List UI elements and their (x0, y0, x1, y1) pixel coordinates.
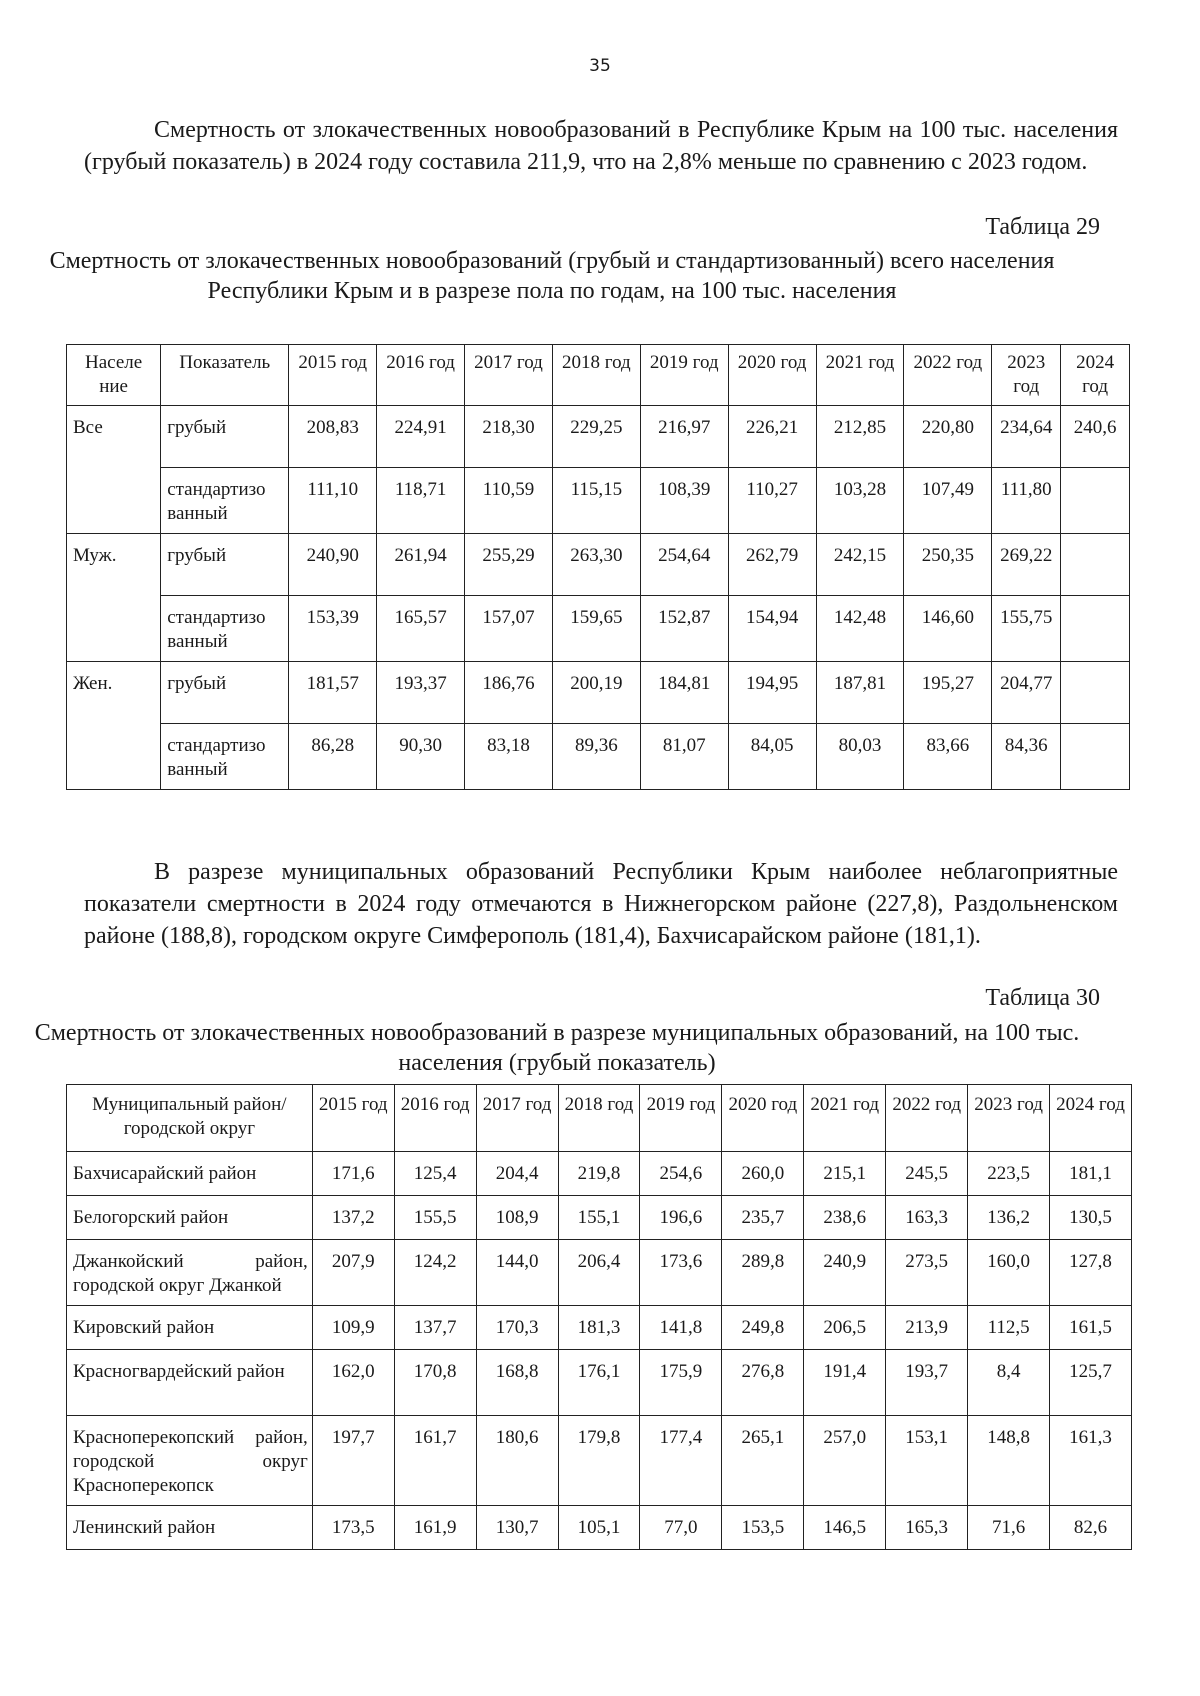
value-cell: 197,7 (312, 1416, 394, 1506)
value-cell: 168,8 (476, 1350, 558, 1416)
value-cell: 223,5 (968, 1152, 1050, 1196)
paragraph-intro: Смертность от злокачественных новообразований в Республике Крым на 100 тыс. населения (грубый показатель) в 2024 году составила 211,9, что на 2,8% меньше по сравнению с 2023 годом. (84, 117, 1118, 175)
table-30 (66, 1084, 1132, 1550)
table-row (67, 406, 1130, 468)
value-cell: 148,8 (968, 1416, 1050, 1506)
value-cell: 161,9 (394, 1506, 476, 1550)
value-cell: 83,66 (904, 724, 992, 790)
region-cell: Белогорский район (67, 1196, 313, 1240)
header-cell: 2022 год (886, 1085, 968, 1152)
region-cell: Красногвардейский район (67, 1350, 313, 1416)
table-row (67, 724, 1130, 790)
value-cell: 254,64 (640, 534, 728, 596)
header-cell: 2015 год (312, 1085, 394, 1152)
value-cell: 165,57 (377, 596, 465, 662)
header-cell: 2017 год (476, 1085, 558, 1152)
value-cell: 137,2 (312, 1196, 394, 1240)
value-cell: 90,30 (377, 724, 465, 790)
region-cell: Кировский район (67, 1306, 313, 1350)
table-row (67, 1416, 1132, 1506)
value-cell: 161,5 (1050, 1306, 1132, 1350)
header-cell: 2015 год (289, 345, 377, 406)
header-cell: 2016 год (394, 1085, 476, 1152)
page-number: 35 (589, 56, 611, 76)
value-cell: 276,8 (722, 1350, 804, 1416)
value-cell: 193,37 (377, 662, 465, 724)
value-cell: 89,36 (552, 724, 640, 790)
value-cell: 238,6 (804, 1196, 886, 1240)
value-cell: 159,65 (552, 596, 640, 662)
value-cell: 234,64 (992, 406, 1061, 468)
value-cell: 207,9 (312, 1240, 394, 1306)
table-row (67, 1306, 1132, 1350)
table-29-label: Таблица 29 (985, 214, 1100, 240)
value-cell: 175,9 (640, 1350, 722, 1416)
value-cell (1061, 468, 1130, 534)
value-cell: 170,8 (394, 1350, 476, 1416)
header-cell: 2020 год (722, 1085, 804, 1152)
group-cell: Муж. (67, 534, 161, 662)
value-cell: 254,6 (640, 1152, 722, 1196)
value-cell: 176,1 (558, 1350, 640, 1416)
value-cell: 194,95 (728, 662, 816, 724)
value-cell: 152,87 (640, 596, 728, 662)
value-cell: 173,6 (640, 1240, 722, 1306)
value-cell: 155,75 (992, 596, 1061, 662)
value-cell: 289,8 (722, 1240, 804, 1306)
table-row (67, 662, 1130, 724)
value-cell: 224,91 (377, 406, 465, 468)
value-cell: 115,15 (552, 468, 640, 534)
value-cell: 180,6 (476, 1416, 558, 1506)
group-cell: Жен. (67, 662, 161, 790)
header-cell: 2016 год (377, 345, 465, 406)
value-cell: 204,77 (992, 662, 1061, 724)
value-cell: 108,39 (640, 468, 728, 534)
value-cell: 195,27 (904, 662, 992, 724)
value-cell (1061, 724, 1130, 790)
value-cell: 153,39 (289, 596, 377, 662)
table-29-title: Смертность от злокачественных новообразований (грубый и стандартизованный) всего населения Республики Крым и в разрезе пола по годам, на 100 тыс. населения (49, 248, 1055, 304)
value-cell: 125,7 (1050, 1350, 1132, 1416)
value-cell: 257,0 (804, 1416, 886, 1506)
value-cell: 163,3 (886, 1196, 968, 1240)
value-cell: 105,1 (558, 1506, 640, 1550)
value-cell (1061, 662, 1130, 724)
value-cell: 130,7 (476, 1506, 558, 1550)
region-cell: Красноперекопский район, городской округ Красноперекопск (67, 1416, 313, 1506)
value-cell: 80,03 (816, 724, 904, 790)
value-cell: 204,4 (476, 1152, 558, 1196)
table-29 (66, 344, 1130, 790)
indicator-cell: стандартизо ванный (161, 724, 289, 790)
value-cell: 165,3 (886, 1506, 968, 1550)
value-cell: 245,5 (886, 1152, 968, 1196)
value-cell: 250,35 (904, 534, 992, 596)
value-cell: 206,5 (804, 1306, 886, 1350)
value-cell: 157,07 (465, 596, 553, 662)
value-cell: 83,18 (465, 724, 553, 790)
value-cell (1061, 534, 1130, 596)
value-cell: 127,8 (1050, 1240, 1132, 1306)
region-cell: Ленинский район (67, 1506, 313, 1550)
header-cell: 2021 год (816, 345, 904, 406)
value-cell: 179,8 (558, 1416, 640, 1506)
value-cell: 240,90 (289, 534, 377, 596)
value-cell: 125,4 (394, 1152, 476, 1196)
value-cell: 242,15 (816, 534, 904, 596)
table-row (67, 1350, 1132, 1416)
value-cell: 111,10 (289, 468, 377, 534)
value-cell: 240,6 (1061, 406, 1130, 468)
table-row (67, 596, 1130, 662)
value-cell: 71,6 (968, 1506, 1050, 1550)
value-cell: 142,48 (816, 596, 904, 662)
value-cell: 141,8 (640, 1306, 722, 1350)
table-row (67, 534, 1130, 596)
value-cell: 110,27 (728, 468, 816, 534)
value-cell: 8,4 (968, 1350, 1050, 1416)
value-cell: 107,49 (904, 468, 992, 534)
header-cell: 2023 год (968, 1085, 1050, 1152)
header-cell: 2024 год (1061, 345, 1130, 406)
value-cell: 220,80 (904, 406, 992, 468)
region-cell: Бахчисарайский район (67, 1152, 313, 1196)
value-cell: 219,8 (558, 1152, 640, 1196)
value-cell: 184,81 (640, 662, 728, 724)
value-cell: 112,5 (968, 1306, 1050, 1350)
value-cell: 216,97 (640, 406, 728, 468)
value-cell: 206,4 (558, 1240, 640, 1306)
value-cell: 170,3 (476, 1306, 558, 1350)
indicator-cell: стандартизо ванный (161, 468, 289, 534)
value-cell: 263,30 (552, 534, 640, 596)
value-cell: 186,76 (465, 662, 553, 724)
value-cell: 255,29 (465, 534, 553, 596)
value-cell: 162,0 (312, 1350, 394, 1416)
table-29-header-row (67, 345, 1130, 406)
value-cell: 146,5 (804, 1506, 886, 1550)
value-cell: 153,5 (722, 1506, 804, 1550)
value-cell: 249,8 (722, 1306, 804, 1350)
value-cell: 212,85 (816, 406, 904, 468)
header-cell: 2022 год (904, 345, 992, 406)
value-cell: 171,6 (312, 1152, 394, 1196)
value-cell: 155,5 (394, 1196, 476, 1240)
value-cell: 160,0 (968, 1240, 1050, 1306)
value-cell: 103,28 (816, 468, 904, 534)
value-cell: 109,9 (312, 1306, 394, 1350)
value-cell: 173,5 (312, 1506, 394, 1550)
value-cell: 240,9 (804, 1240, 886, 1306)
value-cell: 181,3 (558, 1306, 640, 1350)
value-cell: 193,7 (886, 1350, 968, 1416)
value-cell: 181,1 (1050, 1152, 1132, 1196)
value-cell: 86,28 (289, 724, 377, 790)
value-cell: 187,81 (816, 662, 904, 724)
header-cell: Населе ние (67, 345, 161, 406)
value-cell: 124,2 (394, 1240, 476, 1306)
value-cell: 273,5 (886, 1240, 968, 1306)
value-cell: 161,3 (1050, 1416, 1132, 1506)
value-cell: 200,19 (552, 662, 640, 724)
header-cell: Показатель (161, 345, 289, 406)
value-cell: 260,0 (722, 1152, 804, 1196)
value-cell: 265,1 (722, 1416, 804, 1506)
value-cell: 262,79 (728, 534, 816, 596)
header-cell: 2018 год (558, 1085, 640, 1152)
value-cell: 218,30 (465, 406, 553, 468)
table-30-title: Смертность от злокачественных новообразований в разрезе муниципальных образований, на 100 тыс. населения (грубый показатель) (34, 1020, 1080, 1076)
value-cell: 111,80 (992, 468, 1061, 534)
value-cell: 110,59 (465, 468, 553, 534)
header-cell: 2021 год (804, 1085, 886, 1152)
value-cell: 181,57 (289, 662, 377, 724)
value-cell: 130,5 (1050, 1196, 1132, 1240)
value-cell: 153,1 (886, 1416, 968, 1506)
value-cell: 191,4 (804, 1350, 886, 1416)
table-30-label: Таблица 30 (985, 985, 1100, 1011)
paragraph-municipal: В разрезе муниципальных образований Республики Крым наиболее неблагоприятные показатели смертности в 2024 году отмечаются в Нижнегорском районе (227,8), Раздольненском районе (188,8), городском округе Симферополь (181,4), Бахчисарайском районе (181,1). (84, 859, 1118, 949)
header-cell: 2024 год (1050, 1085, 1132, 1152)
value-cell: 144,0 (476, 1240, 558, 1306)
value-cell: 118,71 (377, 468, 465, 534)
value-cell: 81,07 (640, 724, 728, 790)
table-row (67, 1240, 1132, 1306)
header-cell: 2023 год (992, 345, 1061, 406)
value-cell: 208,83 (289, 406, 377, 468)
table-30-header-row (67, 1085, 1132, 1152)
value-cell: 82,6 (1050, 1506, 1132, 1550)
value-cell: 177,4 (640, 1416, 722, 1506)
value-cell: 154,94 (728, 596, 816, 662)
value-cell: 84,05 (728, 724, 816, 790)
group-cell: Все (67, 406, 161, 534)
region-cell: Джанкойский район, городской округ Джанкой (67, 1240, 313, 1306)
value-cell: 213,9 (886, 1306, 968, 1350)
value-cell: 215,1 (804, 1152, 886, 1196)
value-cell: 155,1 (558, 1196, 640, 1240)
value-cell: 261,94 (377, 534, 465, 596)
value-cell: 229,25 (552, 406, 640, 468)
header-cell: 2020 год (728, 345, 816, 406)
table-row (67, 468, 1130, 534)
indicator-cell: грубый (161, 406, 289, 468)
header-cell: 2019 год (640, 345, 728, 406)
value-cell: 108,9 (476, 1196, 558, 1240)
value-cell: 161,7 (394, 1416, 476, 1506)
header-cell: 2019 год (640, 1085, 722, 1152)
value-cell: 146,60 (904, 596, 992, 662)
header-cell: 2018 год (552, 345, 640, 406)
header-cell: 2017 год (465, 345, 553, 406)
indicator-cell: грубый (161, 662, 289, 724)
table-row (67, 1196, 1132, 1240)
value-cell: 235,7 (722, 1196, 804, 1240)
value-cell: 77,0 (640, 1506, 722, 1550)
table-row (67, 1506, 1132, 1550)
value-cell: 226,21 (728, 406, 816, 468)
value-cell: 196,6 (640, 1196, 722, 1240)
value-cell (1061, 596, 1130, 662)
indicator-cell: стандартизо ванный (161, 596, 289, 662)
value-cell: 84,36 (992, 724, 1061, 790)
header-cell: Муниципальный район/городской округ (67, 1085, 313, 1152)
value-cell: 137,7 (394, 1306, 476, 1350)
table-row (67, 1152, 1132, 1196)
value-cell: 269,22 (992, 534, 1061, 596)
indicator-cell: грубый (161, 534, 289, 596)
value-cell: 136,2 (968, 1196, 1050, 1240)
